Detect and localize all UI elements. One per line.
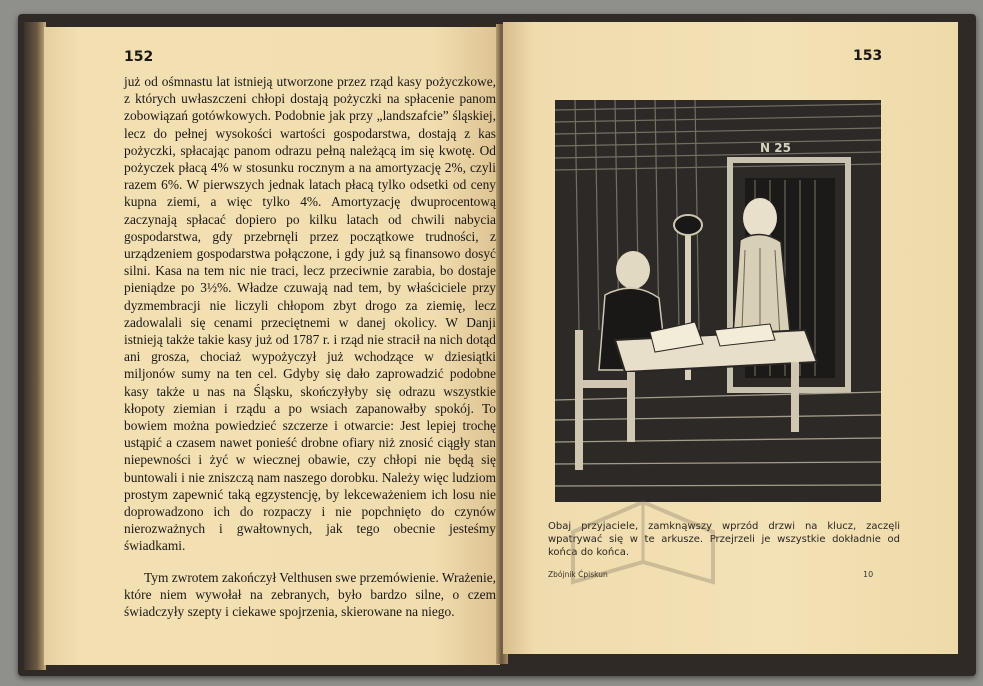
illustration-scene xyxy=(555,100,881,502)
left-page-text xyxy=(124,73,496,620)
paragraph-2: Tym zwrotem zakończył Velthusen swe przemówienie. Wrażenie, które niem wywołał na zebranych, było bardzo silne, o czem świadczyły szepty i ciekawe spojrzenia, skierowane na niego. xyxy=(124,569,497,620)
right-page xyxy=(503,22,958,654)
page-number-left: 152 xyxy=(124,49,154,65)
page-edges xyxy=(24,22,46,670)
woodcut-illustration xyxy=(555,100,881,502)
left-page xyxy=(44,27,500,665)
footer-title: Zbójnik Ćpiskun xyxy=(548,570,608,579)
page-number-right: 153 xyxy=(853,48,883,64)
paragraph-1: już od ośmnastu lat istnieją utworzone przez rząd kasy pożyczkowe, z których uwłaszczeni chłopi dostają pożyczki na spłacenie panom zobowiązań gotówkowych. Podobnie jak przy „landszafcie” śląskiej, lecz do pełnej wysokości wartości gospodarstwa, dostają z kas pożyczki, spłacając panom odrazu pełną należącą im się kwotę. Od pożyczek płacą 4% w stosunku rocznym a na amortyzację 2%, czyli razem 6%. W pierwszych jednak latach płacą tylko odsetki od ceny kupna ziemi, a więc tylko 4%. Amortyzację dwuprocentową zaczynają spłacać dopiero po kilku latach od chwili nabycia gospodarstwa, gdy przebrnęli przez początkowe trudności, z urządzeniem gospodarstwa połączone, i gdy już są finansowo dosyć silni. Kasa na tem nic nie traci, lecz przeciwnie zarabia, bo dostaje pieniądze po 3½%. Władze czuwają nad tem, by właściciele przy dyzmembracji nie liczyli chłopom zbyt drogo za ziemię, lecz zadowalali się cenami przeciętnemi w danej okolicy. W Danji istnieją także takie kasy już od 1787 r. i rząd nie stracił na nich dotąd ani grosza, chociaż wypożyczył już wchodzące w dziesiątki miljonów sumy na ten cel. Gdyby się dało zaprowadzić podobne kasy także u nas na Śląsku, skończyłyby się odrazu wszystkie kłopoty ziemian i rządu a po wsiach zapanowałby spokój. To bowiem można powiedzieć szczerze i otwarcie: Jest lepiej trochę ustąpić a czasem nawet ponieść drobne ofiary niż znosić ciągły stan niepewności i żyć w wiecznej obawie, czy chłopi nie będą się buntowali i nie zniszczą nam naszego dorobku. Należy więc ludziom prostym zapewnić taką egzystencję, by lekceważeniem ich losu nie doprowadzono ich do rozpaczy i nie popchnięto do czynów nierozważnych i gwałtownych, jak tego obecnie jesteśmy świadkami. xyxy=(124,74,496,554)
signature-number: 10 xyxy=(863,570,874,579)
door-sign: N 25 xyxy=(760,141,791,155)
library-stamp-watermark xyxy=(543,492,743,612)
illustration-caption: Obaj przyjaciele, zamknąwszy wprzód drzwi na klucz, zaczęli wpatrywać się w te arkusze. Przejrzeli je wszystkie dokładnie od końca do końca. xyxy=(548,521,900,558)
